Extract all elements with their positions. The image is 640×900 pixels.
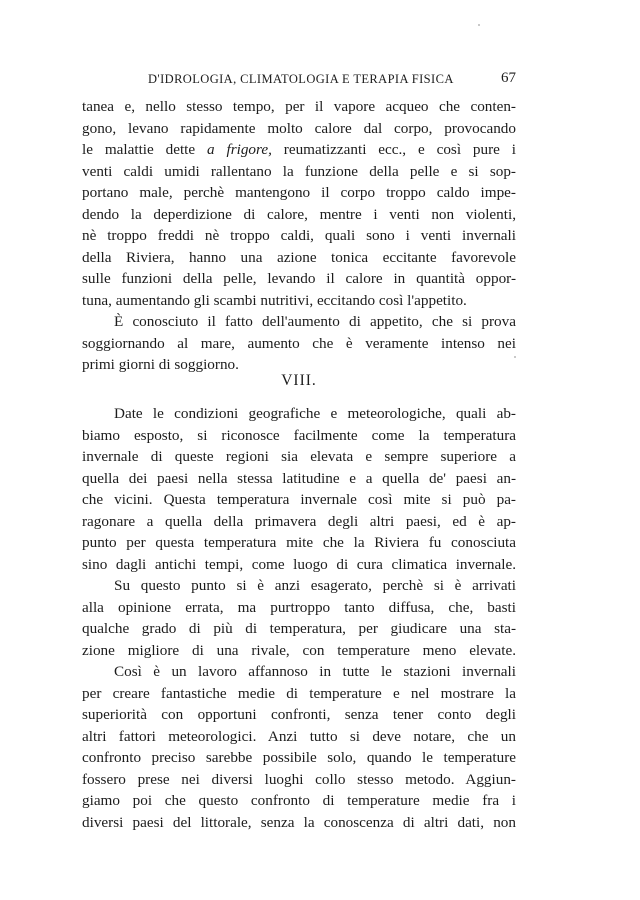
text-line: per creare fantastiche medie di temperature e nel mostrare la	[82, 684, 516, 702]
text-line: confronto preciso sarebbe possibile solo, quando le temperature	[82, 749, 516, 766]
text-line: dendo la deperdizione di calore, mentre i venti non violenti,	[82, 205, 516, 223]
text-line: tuna, aumentando gli scambi nutritivi, eccitando così l'appetito.	[82, 291, 467, 309]
italic-term: a frigore,	[207, 141, 272, 158]
text-line: diversi paesi del littorale, senza la conoscenza di altri dati, non	[82, 813, 516, 831]
text-line: zione migliore di una rivale, con temperature meno elevate.	[82, 641, 516, 659]
text-line: nè troppo freddi nè troppo caldi, quali sono i venti invernali	[82, 227, 516, 244]
text-line: sino dagli antichi tempi, come luogo di cura climatica invernale.	[82, 555, 516, 573]
text-line: qualche grado di più di temperatura, per giudicare una sta-	[82, 620, 516, 637]
text-run: reumatizzanti ecc., e così pure i	[271, 141, 516, 158]
text-line: fossero prese nei diversi luoghi collo stesso metodo. Aggiun-	[82, 770, 516, 788]
text-line: Date le condizioni geografiche e meteorologiche, quali ab-	[114, 405, 516, 422]
text-line: che vicini. Questa temperatura invernale così mite si può pa-	[82, 491, 516, 508]
running-header	[82, 70, 516, 92]
text-block-top	[82, 96, 516, 376]
text-line: superiorità con opportuni confronti, senza tener conto degli	[82, 706, 516, 723]
text-line: quella dei paesi nella stessa latitudine e a quella de' paesi an-	[82, 469, 516, 487]
text-line: portano male, perchè mantengono il corpo troppo caldo impe-	[82, 184, 516, 201]
page-number: 67	[501, 70, 516, 86]
text-line: ragonare a quella della primavera degli altri paesi, ed è ap-	[82, 512, 516, 530]
section-heading: VIII.	[281, 372, 317, 389]
text-line: biamo esposto, si riconosce facilmente come la temperatura	[82, 426, 516, 444]
text-line: giamo poi che questo confronto di temperature medie fra i	[82, 792, 516, 809]
scan-speck	[478, 24, 480, 26]
text-run: le malattie dette	[82, 141, 208, 158]
text-line: sulle funzioni della pelle, levando il calore in quantità oppor-	[82, 270, 516, 287]
text-line: gono, levano rapidamente molto calore dal corpo, provocando	[82, 119, 516, 137]
text-line: È conosciuto il fatto dell'aumento di appetito, che si prova	[114, 313, 516, 330]
text-line: alla opinione errata, ma purtroppo tanto diffusa, che, basti	[82, 598, 516, 616]
running-title: D'IDROLOGIA, CLIMATOLOGIA E TERAPIA FISICA	[148, 72, 454, 86]
text-line: primi giorni di soggiorno.	[82, 356, 239, 373]
text-line: Così è un lavoro affannoso in tutte le stazioni invernali	[114, 663, 516, 680]
text-line: venti caldi umidi rallentano la funzione della pelle e si sop-	[82, 162, 516, 180]
text-line: della Riviera, hanno una azione tonica eccitante favorevole	[82, 248, 516, 266]
text-line: tanea e, nello stesso tempo, per il vapore acqueo che conten-	[82, 98, 516, 115]
text-line: invernale di queste regioni sia elevata e sempre superiore a	[82, 448, 516, 465]
text-block-bottom	[82, 403, 516, 833]
text-line: altri fattori meteorologici. Anzi tutto si deve notare, che un	[82, 727, 516, 745]
text-line: punto per questa temperatura mite che la Riviera fu conosciuta	[82, 534, 516, 551]
text-line: Su questo punto si è anzi esagerato, perchè si è arrivati	[114, 577, 516, 594]
text-line: soggiornando al mare, aumento che è veramente intenso nei	[82, 334, 516, 352]
scan-speck	[514, 356, 516, 358]
text-line	[82, 139, 516, 161]
